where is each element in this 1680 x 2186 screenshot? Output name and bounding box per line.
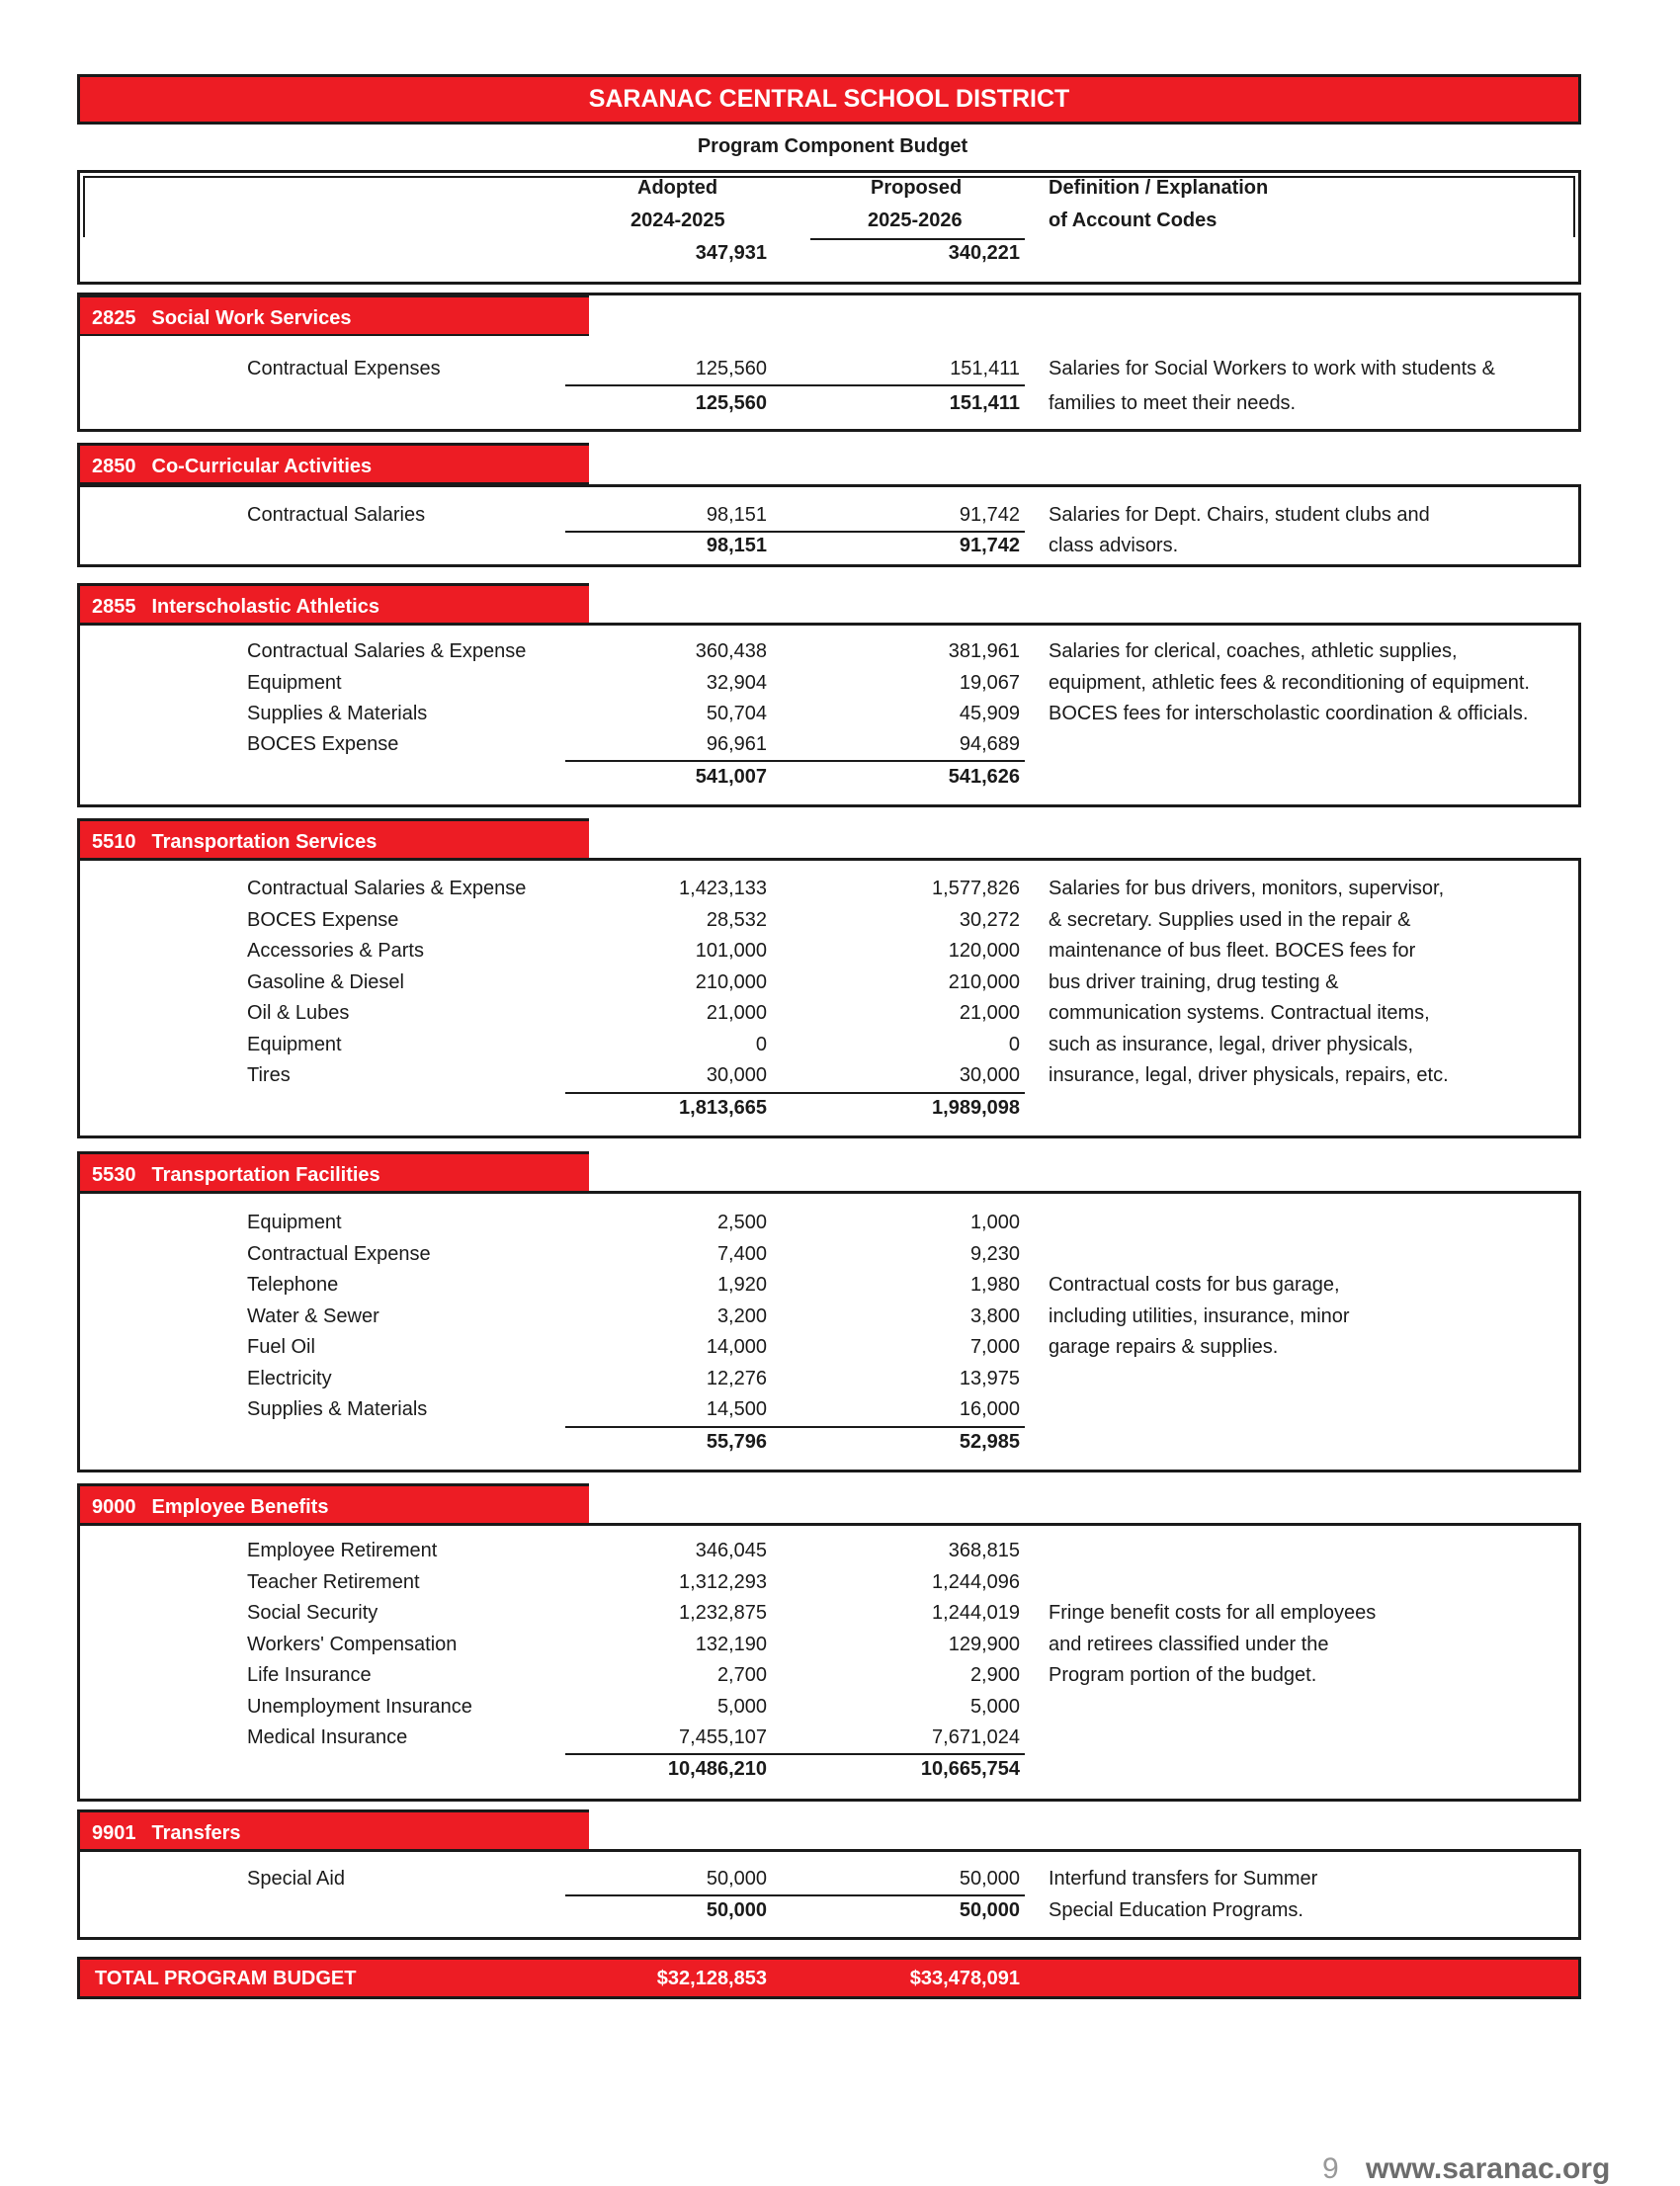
row-proposed: 7,000 [969, 1336, 1020, 1358]
col-adopted-year: 2024-2025 [630, 210, 725, 231]
row-adopted: 210,000 [695, 971, 767, 993]
row-adopted: 30,000 [706, 1064, 767, 1086]
section-2825-header: 2825 Social Work Services [77, 294, 589, 336]
row-label: Gasoline & Diesel [247, 971, 404, 993]
row-proposed: 129,900 [948, 1634, 1020, 1655]
row-proposed: 45,909 [959, 703, 1020, 724]
carry-adopted: 347,931 [695, 242, 767, 264]
total-rule [565, 531, 1025, 533]
section-2850-header: 2850 Co-Curricular Activities [77, 443, 589, 484]
total-proposed: 91,742 [959, 535, 1020, 556]
section-description: Program portion of the budget. [1049, 1664, 1317, 1686]
row-adopted: 5,000 [716, 1696, 767, 1718]
row-adopted: 125,560 [695, 358, 767, 379]
row-adopted: 2,500 [716, 1212, 767, 1233]
col-definition-label: Definition / Explanation [1049, 177, 1269, 199]
row-adopted: 1,312,293 [679, 1571, 767, 1593]
section-description: class advisors. [1049, 535, 1179, 556]
row-label: Telephone [247, 1274, 339, 1296]
website-link[interactable]: www.saranac.org [1366, 2152, 1611, 2185]
row-adopted: 12,276 [706, 1368, 767, 1389]
total-rule [565, 384, 1025, 386]
row-proposed: 16,000 [959, 1398, 1020, 1420]
row-proposed: 1,244,019 [932, 1602, 1020, 1624]
row-adopted: 0 [755, 1034, 767, 1055]
row-label: Employee Retirement [247, 1540, 438, 1561]
row-proposed: 381,961 [948, 640, 1020, 662]
row-label: Equipment [247, 1212, 342, 1233]
total-proposed: 50,000 [959, 1899, 1020, 1921]
row-label: Unemployment Insurance [247, 1696, 472, 1718]
section-description: communication systems. Contractual items, [1049, 1002, 1430, 1024]
section-9901-header: 9901 Transfers [77, 1809, 589, 1851]
row-label: Equipment [247, 1034, 342, 1055]
section-description: BOCES fees for interscholastic coordination & officials. [1049, 703, 1529, 724]
section-description: families to meet their needs. [1049, 392, 1297, 414]
total-adopted: 541,007 [695, 766, 767, 788]
row-label: Electricity [247, 1368, 332, 1389]
total-adopted: 10,486,210 [667, 1758, 767, 1780]
row-proposed: 1,000 [969, 1212, 1020, 1233]
section-description: Salaries for bus drivers, monitors, supervisor, [1049, 878, 1445, 899]
total-rule [565, 1426, 1025, 1428]
grand-total-proposed: $33,478,091 [909, 1968, 1020, 1989]
row-proposed: 50,000 [959, 1868, 1020, 1890]
row-label: Life Insurance [247, 1664, 372, 1686]
row-label: BOCES Expense [247, 733, 399, 755]
page-subtitle: Program Component Budget [697, 135, 968, 157]
row-label: Contractual Salaries & Expense [247, 878, 527, 899]
row-adopted: 1,920 [716, 1274, 767, 1296]
row-adopted: 96,961 [706, 733, 767, 755]
row-adopted: 1,232,875 [679, 1602, 767, 1624]
row-adopted: 14,500 [706, 1398, 767, 1420]
total-proposed: 1,989,098 [932, 1097, 1020, 1119]
row-adopted: 101,000 [695, 940, 767, 962]
row-adopted: 7,400 [716, 1243, 767, 1265]
row-adopted: 360,438 [695, 640, 767, 662]
section-description: Fringe benefit costs for all employees [1049, 1602, 1377, 1624]
total-rule [565, 1092, 1025, 1094]
section-description: including utilities, insurance, minor [1049, 1305, 1350, 1327]
section-description: and retirees classified under the [1049, 1634, 1329, 1655]
total-rule [565, 1894, 1025, 1896]
row-adopted: 21,000 [706, 1002, 767, 1024]
total-rule [565, 1753, 1025, 1755]
section-description: garage repairs & supplies. [1049, 1336, 1279, 1358]
section-description: Interfund transfers for Summer [1049, 1868, 1318, 1890]
section-description: equipment, athletic fees & reconditioning of equipment. [1049, 672, 1530, 694]
row-adopted: 132,190 [695, 1634, 767, 1655]
row-proposed: 9,230 [969, 1243, 1020, 1265]
header-rule [810, 238, 1025, 240]
section-description: Salaries for clerical, coaches, athletic supplies, [1049, 640, 1458, 662]
carry-proposed: 340,221 [948, 242, 1020, 264]
row-proposed: 368,815 [948, 1540, 1020, 1561]
section-9000-header: 9000 Employee Benefits [77, 1483, 589, 1525]
row-adopted: 7,455,107 [679, 1726, 767, 1748]
col-proposed-label: Proposed [871, 177, 963, 199]
grand-total-bar [77, 1957, 1581, 1999]
total-proposed: 10,665,754 [920, 1758, 1020, 1780]
row-label: Equipment [247, 672, 342, 694]
section-2855-header: 2855 Interscholastic Athletics [77, 583, 589, 625]
section-5530-header: 5530 Transportation Facilities [77, 1151, 589, 1193]
total-proposed: 52,985 [959, 1431, 1020, 1453]
row-adopted: 50,000 [706, 1868, 767, 1890]
section-description: Special Education Programs. [1049, 1899, 1303, 1921]
row-proposed: 3,800 [969, 1305, 1020, 1327]
row-adopted: 32,904 [706, 672, 767, 694]
row-proposed: 7,671,024 [932, 1726, 1020, 1748]
row-proposed: 2,900 [969, 1664, 1020, 1686]
section-description: Salaries for Dept. Chairs, student clubs and [1049, 504, 1430, 526]
row-proposed: 30,272 [959, 909, 1020, 931]
total-rule [565, 760, 1025, 762]
row-label: Supplies & Materials [247, 703, 428, 724]
total-proposed: 151,411 [949, 392, 1020, 414]
row-adopted: 50,704 [706, 703, 767, 724]
total-adopted: 1,813,665 [679, 1097, 767, 1119]
row-proposed: 210,000 [948, 971, 1020, 993]
total-adopted: 55,796 [706, 1431, 767, 1453]
row-proposed: 30,000 [959, 1064, 1020, 1086]
row-label: Accessories & Parts [247, 940, 424, 962]
section-description: Salaries for Social Workers to work with students & [1049, 358, 1496, 379]
row-label: Supplies & Materials [247, 1398, 428, 1420]
section-description: Contractual costs for bus garage, [1049, 1274, 1340, 1296]
grand-total-adopted: $32,128,853 [656, 1968, 767, 1989]
column-header-box [77, 170, 1581, 285]
section-description: maintenance of bus fleet. BOCES fees for [1049, 940, 1416, 962]
row-label: BOCES Expense [247, 909, 399, 931]
row-proposed: 1,244,096 [932, 1571, 1020, 1593]
row-label: Contractual Salaries & Expense [247, 640, 527, 662]
total-adopted: 125,560 [695, 392, 767, 414]
row-label: Teacher Retirement [247, 1571, 420, 1593]
section-description: bus driver training, drug testing & [1049, 971, 1339, 993]
row-label: Workers' Compensation [247, 1634, 458, 1655]
section-5510-header: 5510 Transportation Services [77, 818, 589, 860]
row-proposed: 91,742 [959, 504, 1020, 526]
page-number: 9 [1322, 2152, 1339, 2185]
row-proposed: 5,000 [969, 1696, 1020, 1718]
row-proposed: 151,411 [950, 358, 1020, 379]
row-proposed: 21,000 [959, 1002, 1020, 1024]
row-proposed: 13,975 [959, 1368, 1020, 1389]
row-proposed: 120,000 [948, 940, 1020, 962]
row-adopted: 1,423,133 [679, 878, 767, 899]
section-description: such as insurance, legal, driver physicals, [1049, 1034, 1414, 1055]
row-label: Oil & Lubes [247, 1002, 350, 1024]
row-label: Special Aid [247, 1868, 345, 1890]
col-proposed-year: 2025-2026 [868, 210, 963, 231]
row-adopted: 14,000 [706, 1336, 767, 1358]
row-proposed: 94,689 [959, 733, 1020, 755]
row-label: Contractual Expense [247, 1243, 431, 1265]
col-definition-sub: of Account Codes [1049, 210, 1218, 231]
row-proposed: 1,980 [969, 1274, 1020, 1296]
row-label: Social Security [247, 1602, 378, 1624]
grand-total-label: TOTAL PROGRAM BUDGET [95, 1968, 357, 1989]
row-label: Contractual Salaries [247, 504, 426, 526]
row-label: Water & Sewer [247, 1305, 379, 1327]
col-adopted-label: Adopted [637, 177, 718, 199]
page-title: SARANAC CENTRAL SCHOOL DISTRICT [77, 74, 1581, 125]
row-label: Medical Insurance [247, 1726, 408, 1748]
row-adopted: 3,200 [716, 1305, 767, 1327]
row-label: Tires [247, 1064, 291, 1086]
row-proposed: 0 [1008, 1034, 1020, 1055]
row-adopted: 28,532 [706, 909, 767, 931]
row-proposed: 19,067 [959, 672, 1020, 694]
row-label: Fuel Oil [247, 1336, 315, 1358]
row-adopted: 2,700 [716, 1664, 767, 1686]
total-adopted: 98,151 [706, 535, 767, 556]
section-description: insurance, legal, driver physicals, repairs, etc. [1049, 1064, 1449, 1086]
section-description: & secretary. Supplies used in the repair & [1049, 909, 1411, 931]
total-adopted: 50,000 [706, 1899, 767, 1921]
row-label: Contractual Expenses [247, 358, 441, 379]
row-proposed: 1,577,826 [932, 878, 1020, 899]
row-adopted: 346,045 [695, 1540, 767, 1561]
row-adopted: 98,151 [706, 504, 767, 526]
total-proposed: 541,626 [948, 766, 1020, 788]
